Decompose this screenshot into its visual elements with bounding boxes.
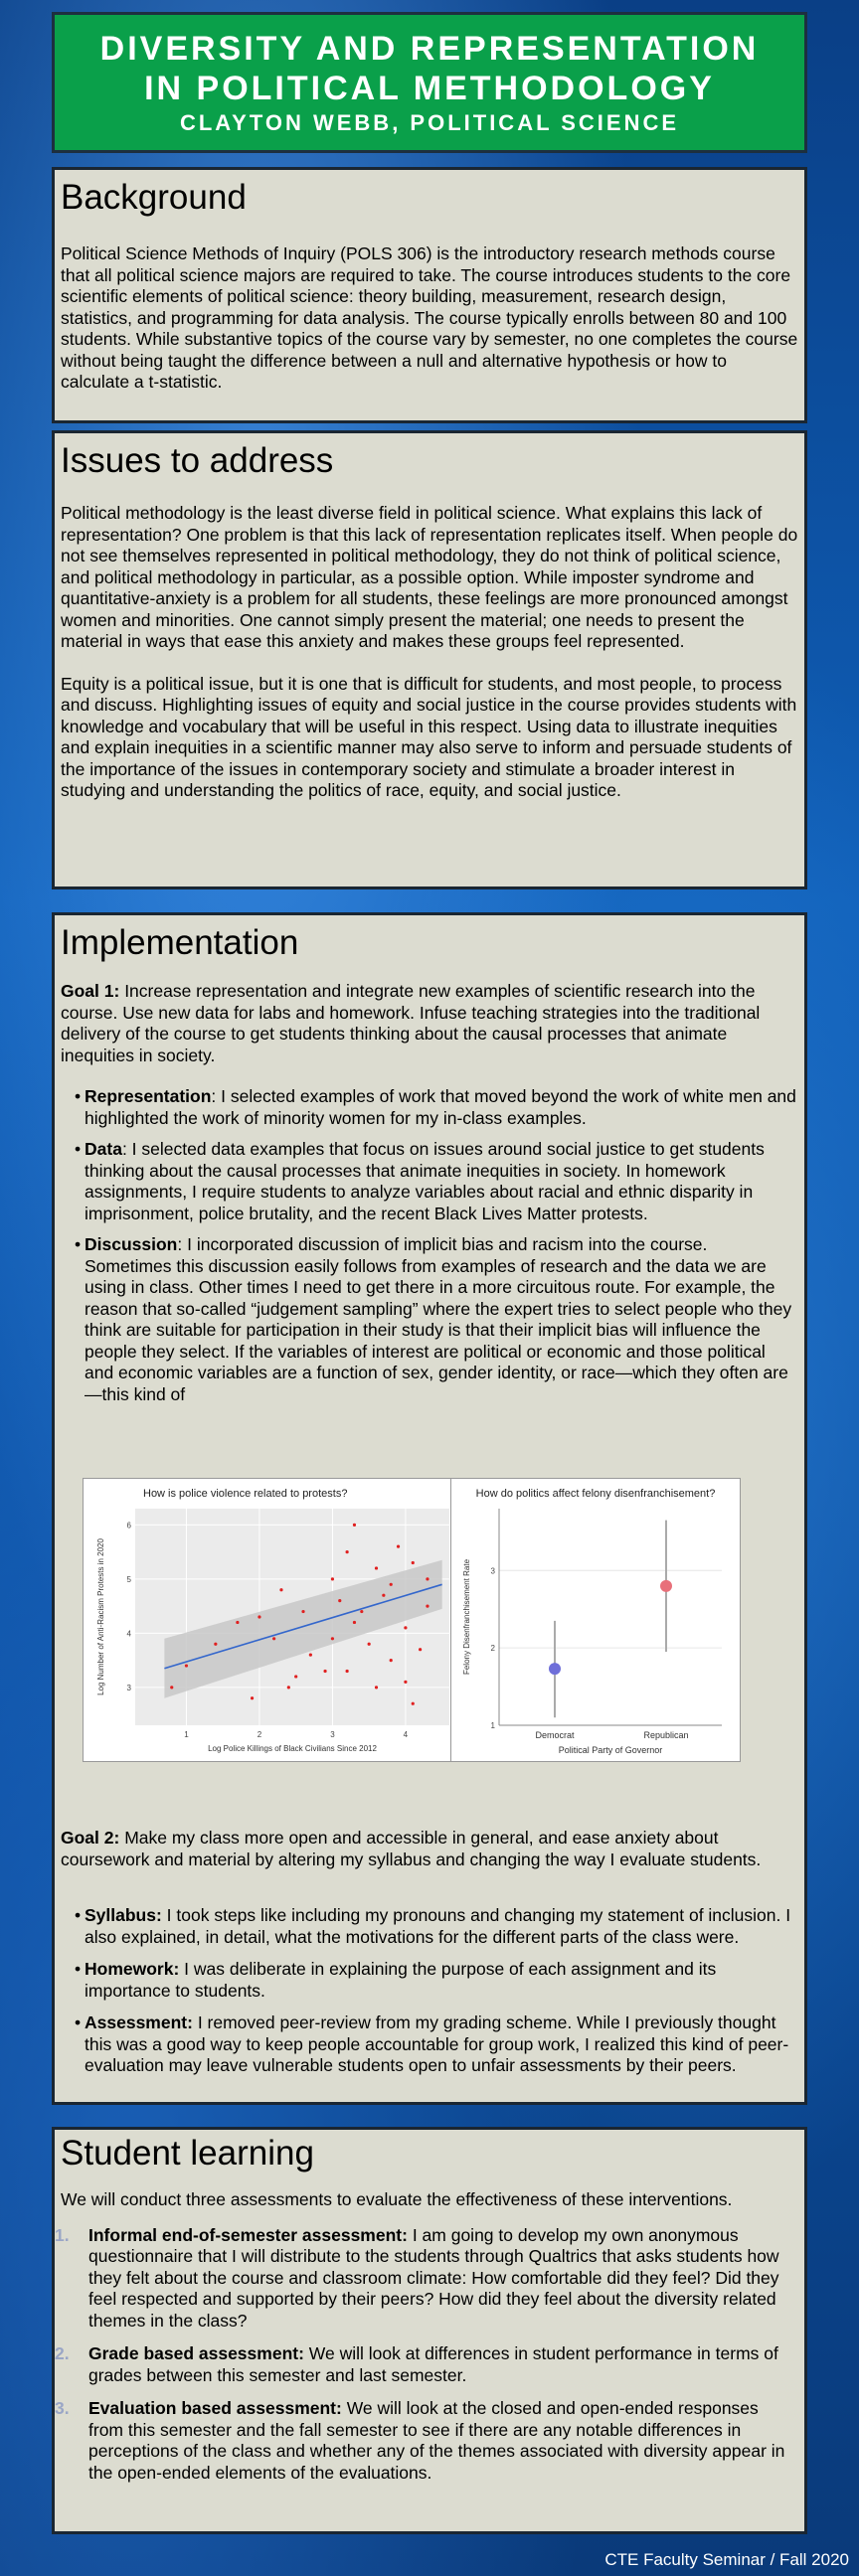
data-point xyxy=(338,1599,341,1602)
y-tick-label: 3 xyxy=(490,1566,495,1576)
bullet-text: : I selected data examples that focus on issues around social justice to get students thinking about the causal processes that animate inequities in society. In homework assignments, I require students to analyze variables about racial and ethnic disparity in imprisonment, police brutality, and the recent Black Lives Matter protests. xyxy=(85,1139,765,1223)
estimate-point xyxy=(660,1580,672,1592)
y-tick-label: 6 xyxy=(126,1521,131,1530)
bullet-text: I was deliberate in explaining the purpose of each assignment and its importance to students. xyxy=(85,1959,717,2001)
data-point xyxy=(251,1696,254,1699)
assessment-item xyxy=(55,2343,786,2386)
x-tick-label: 2 xyxy=(257,1730,262,1739)
y-tick-label: 2 xyxy=(490,1644,495,1654)
data-point xyxy=(309,1654,312,1657)
data-point xyxy=(353,1621,356,1624)
data-point xyxy=(390,1659,393,1662)
bullet-label: Representation xyxy=(85,1086,212,1106)
data-point xyxy=(287,1686,290,1689)
data-point xyxy=(412,1702,415,1705)
estimate-point xyxy=(549,1663,561,1675)
x-axis-label: Political Party of Governor xyxy=(558,1745,663,1755)
data-point xyxy=(258,1615,260,1618)
data-point xyxy=(346,1550,349,1553)
title-banner xyxy=(52,12,807,153)
background-heading: Background xyxy=(61,178,247,217)
data-point xyxy=(272,1637,275,1640)
bullet-representation: • Representation: I selected examples of work that moved beyond the work of white men and highlighted the work of minority women for my in-class examples. xyxy=(75,1086,796,1128)
data-point xyxy=(214,1643,217,1646)
goal-1-text: Increase representation and integrate new examples of scientific research into the course. Use new data for labs and homework. Infuse teaching strategies into the traditional delivery of the course to get students thinking about the causal processes that animate inequities in society. xyxy=(61,981,761,1065)
goal-1-bullets xyxy=(75,1086,798,1404)
bullet-syllabus: • Syllabus: I took steps like including my pronouns and changing my statement of inclusion. I also explained, in detail, what the motivations for the different parts of the class were. xyxy=(75,1905,791,1947)
item-number: 3. xyxy=(55,2398,70,2418)
data-point xyxy=(426,1577,429,1580)
felony-chart xyxy=(450,1478,741,1762)
title-line-1: DIVERSITY AND REPRESENTATION xyxy=(99,30,760,68)
data-point xyxy=(390,1583,393,1586)
data-point xyxy=(419,1648,422,1651)
chart-title: How is police violence related to protests? xyxy=(143,1488,348,1500)
footer-text: CTE Faculty Seminar / Fall 2020 xyxy=(604,2550,849,2569)
item-text: We will look at the closed and open-ended responses from this semester and the fall semester to see if there are any notable differences in perceptions of the class and whether any of the themes associated with diversity appear in the open-ended elements of the evaluations. xyxy=(88,2398,785,2483)
felony-svg xyxy=(451,1479,740,1761)
implementation-panel xyxy=(52,912,807,2105)
background-panel xyxy=(52,167,807,423)
bullet-label: Assessment: xyxy=(85,2012,193,2032)
goal-2-label: Goal 2: xyxy=(61,1828,120,1848)
police-violence-svg xyxy=(84,1479,461,1761)
bullet-discussion: • Discussion: I incorporated discussion of implicit bias and racism into the course. Sometimes this discussion easily follows from examples of research and the data we are using in class. Other times I need to get there in a more circuitous route. For example, the reason that so-called “judgement sampling” where the expert tries to select people who they think are suitable for participation in their study is that their implicit bias will influence the people they select. If the variables of interest are political or economic and those political and economic variables are a function of sex, gender identity, or race—which they often are—this kind of xyxy=(75,1234,792,1404)
bullet-text: I took steps like including my pronouns and changing my statement of inclusion. I also explained, in detail, what the motivations for the different parts of the class were. xyxy=(85,1905,791,1947)
data-point xyxy=(185,1664,188,1667)
data-point xyxy=(279,1588,282,1591)
issues-paragraph-2: Equity is a political issue, but it is one that is difficult for students, and most people, to process and discuss. Highlighting issues of equity and social justice in the course provides students with knowledge and vocabulary that will be useful in this respect. Using data to illustrate inequities and explain inequities in a scientific manner may also serve to inform and persuade students of the importance of the issues in contemporary society and stimulate a broader interest in studying and understanding the politics of race, equity, and social justice. xyxy=(61,673,797,800)
data-point xyxy=(404,1681,407,1684)
data-point xyxy=(382,1594,385,1597)
bullet-text: : I selected examples of work that moved beyond the work of white men and highlighted the work of minority women for my in-class examples. xyxy=(85,1086,796,1128)
bullet-label: Homework: xyxy=(85,1959,180,1979)
assessment-item xyxy=(55,2398,786,2484)
x-tick-label: Democrat xyxy=(535,1730,575,1740)
item-label: Evaluation based assessment: xyxy=(88,2398,342,2418)
assessment-item xyxy=(55,2224,786,2333)
y-tick-label: 5 xyxy=(126,1574,131,1584)
bullet-text: I removed peer-review from my grading scheme. While I previously thought this was a good way to keep people accountable for group work, I realized this kind of peer-evaluation may leave vulnerable students open to unfair assessments by their peers. xyxy=(85,2012,789,2075)
y-tick-label: 3 xyxy=(126,1683,131,1692)
data-point xyxy=(301,1610,304,1613)
x-tick-label: 1 xyxy=(184,1730,189,1739)
data-point xyxy=(412,1561,415,1564)
data-point xyxy=(404,1626,407,1629)
chart-title: How do politics affect felony disenfranchisement? xyxy=(475,1488,716,1500)
item-text: We will look at differences in student performance in terms of grades between this semester and last semester. xyxy=(88,2343,778,2385)
goal-2-bullets xyxy=(75,1905,794,2077)
data-point xyxy=(368,1643,371,1646)
data-point xyxy=(397,1545,400,1548)
goal-2 xyxy=(61,1828,798,1870)
bullet-label: Syllabus: xyxy=(85,1905,162,1925)
x-tick-label: 4 xyxy=(403,1730,409,1739)
goal-1-label: Goal 1: xyxy=(61,981,120,1001)
data-point xyxy=(323,1670,326,1673)
y-axis-label: Log Number of Anti-Racism Protests in 2020 xyxy=(96,1538,105,1695)
item-number: 2. xyxy=(55,2343,70,2363)
student-learning-heading: Student learning xyxy=(61,2134,314,2173)
data-point xyxy=(353,1524,356,1527)
x-tick-label: Republican xyxy=(643,1730,689,1740)
title-line-2: IN POLITICAL METHODOLOGY xyxy=(144,70,715,107)
item-label: Informal end-of-semester assessment: xyxy=(88,2224,408,2245)
background-text: Political Science Methods of Inquiry (POLS 306) is the introductory research methods course that all political science majors are required to take. The course introduces students to the core scientific elements of political science: theory building, measurement, research design, statistics, and programming for data analysis. The course typically enrolls between 80 and 100 students. While substantive topics of the course vary by semester, no one completes the course without being taught the difference between a null and alternative hypothesis or how to calculate a t-statistic. xyxy=(61,243,798,392)
issues-heading: Issues to address xyxy=(61,441,334,480)
data-point xyxy=(375,1686,378,1689)
data-point xyxy=(236,1621,239,1624)
y-tick-label: 4 xyxy=(126,1629,131,1639)
data-point xyxy=(331,1637,334,1640)
goal-2-text: Make my class more open and accessible in general, and ease anxiety about coursework and material by altering my syllabus and changing the way I evaluate students. xyxy=(61,1828,762,1869)
issues-paragraph-1: Political methodology is the least diverse field in political science. What explains this lack of representation? One problem is that this lack of representation replicates itself. When people do not see themselves represented in political methodology, they do not think of political science, and political methodology in particular, as a possible option. While imposter syndrome and quantitative-anxiety is a problem for all students, these feelings are more pronounced amongst women and minorities. One cannot simply present the material; one needs to present the material in ways that ease this anxiety and makes these groups feel represented. xyxy=(61,503,798,651)
bullet-text: : I incorporated discussion of implicit bias and racism into the course. Sometimes this discussion easily follows from examples of research and the data we are using in class. Other times I need to get there in a more circuitous route. For example, the reason that so-called “judgement sampling” where the expert tries to select people who they think are suitable for participation in their study is that their implicit bias will influence the people they select. If the variables of interest are political or economic and those political and economic variables are a function of sex, gender identity, or race—which they often are—this kind of xyxy=(85,1234,792,1404)
student-learning-intro: We will conduct three assessments to evaluate the effectiveness of these interventions. xyxy=(61,2189,733,2209)
item-text: I am going to develop my own anonymous questionnaire that I will distribute to the students through Qualtrics that asks students how they felt about the course and classroom climate: How comfortable did they feel? Did they feel respected and supported by their peers? How did they feel about the diversity related themes in the class? xyxy=(88,2224,779,2331)
data-point xyxy=(294,1675,297,1678)
item-number: 1. xyxy=(55,2224,70,2245)
x-axis-label: Log Police Killings of Black Civilians Since 2012 xyxy=(208,1744,377,1753)
data-point xyxy=(170,1686,173,1689)
implementation-heading: Implementation xyxy=(61,923,299,962)
police-violence-chart xyxy=(83,1478,462,1762)
data-point xyxy=(426,1605,429,1608)
goal-1 xyxy=(61,981,798,1066)
issues-panel xyxy=(52,430,807,889)
bullet-label: Data xyxy=(85,1139,122,1159)
item-label: Grade based assessment: xyxy=(88,2343,304,2363)
data-point xyxy=(360,1610,363,1613)
bullet-assessment: • Assessment: I removed peer-review from my grading scheme. While I previously thought this was a good way to keep people accountable for group work, I realized this kind of peer-evaluation may leave vulnerable students open to unfair assessments by their peers. xyxy=(75,2012,789,2075)
author-line: CLAYTON WEBB, POLITICAL SCIENCE xyxy=(179,110,680,135)
x-tick-label: 3 xyxy=(330,1730,335,1739)
student-learning-panel xyxy=(52,2127,807,2534)
y-axis-label: Felony Disenfranchisement Rate xyxy=(462,1558,471,1676)
bullet-data: • Data: I selected data examples that focus on issues around social justice to get students thinking about the causal processes that animate inequities in society. In homework assignments, I require students to analyze variables about racial and ethnic disparity in imprisonment, police brutality, and the recent Black Lives Matter protests. xyxy=(75,1139,765,1223)
data-point xyxy=(346,1670,349,1673)
assessment-list xyxy=(55,2225,804,2485)
data-point xyxy=(375,1566,378,1569)
y-tick-label: 1 xyxy=(490,1721,495,1730)
data-point xyxy=(331,1577,334,1580)
bullet-homework: • Homework: I was deliberate in explaining the purpose of each assignment and its importance to students. xyxy=(75,1959,717,2001)
bullet-label: Discussion xyxy=(85,1234,178,1254)
